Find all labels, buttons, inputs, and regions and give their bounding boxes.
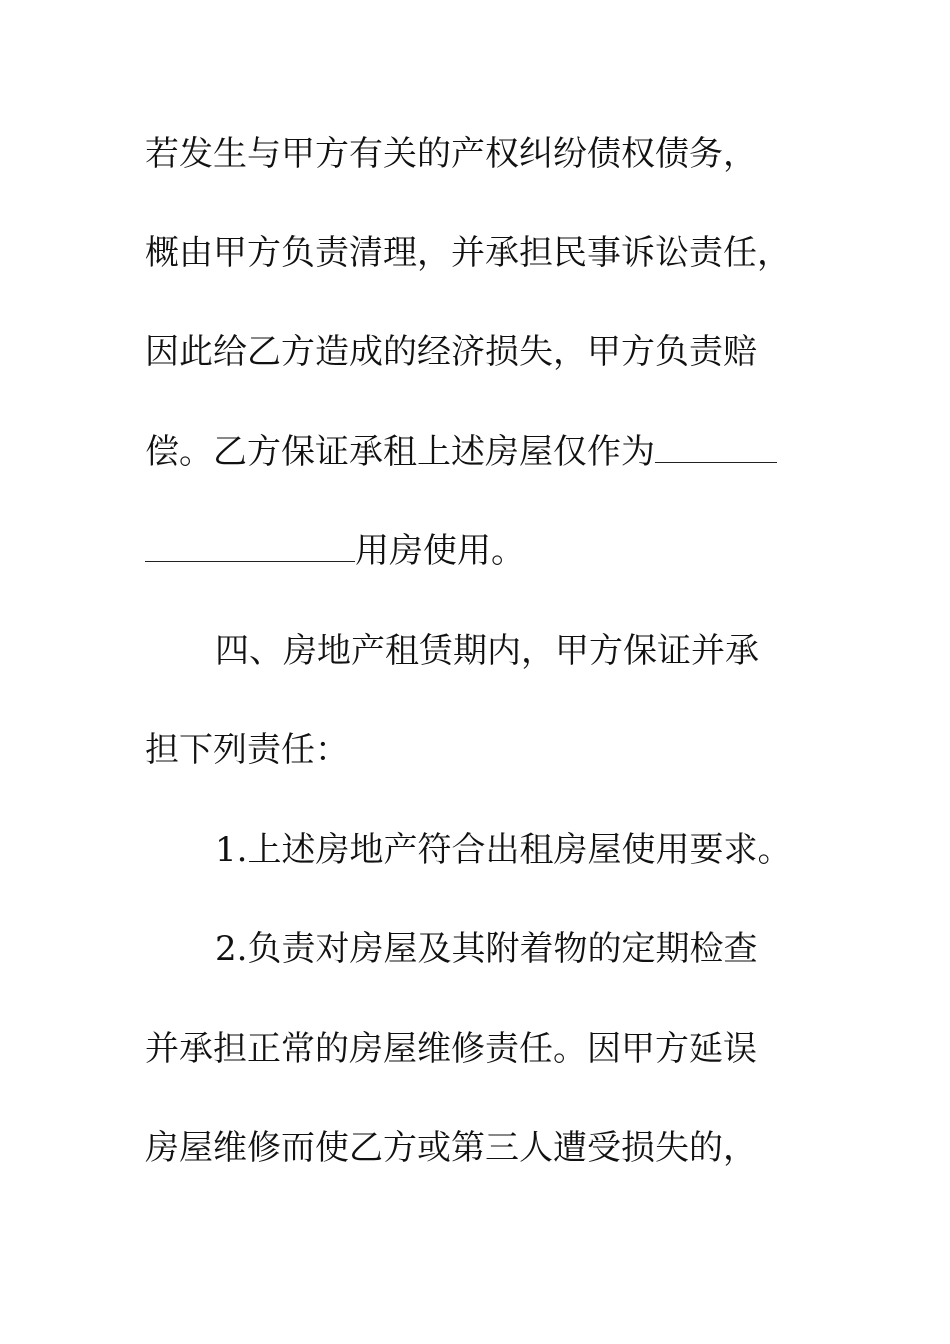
text-line-7: 担下列责任： bbox=[145, 730, 349, 770]
text-line-2: 概由甲方负责清理，并承担民事诉讼责任， bbox=[145, 233, 791, 273]
text-line-6: 四、房地产租赁期内，甲方保证并承 bbox=[215, 631, 759, 671]
text-line-5-content: 用房使用。 bbox=[355, 531, 525, 571]
text-line-5 bbox=[145, 531, 525, 571]
text-line-9: 2.负责对房屋及其附着物的定期检查 bbox=[215, 929, 758, 969]
text-line-3: 因此给乙方造成的经济损失，甲方负责赔 bbox=[145, 332, 757, 372]
blank-underline-1 bbox=[655, 432, 777, 463]
text-line-11: 房屋维修而使乙方或第三人遭受损失的， bbox=[145, 1128, 757, 1168]
text-line-8: 1.上述房地产符合出租房屋使用要求。 bbox=[215, 830, 792, 870]
text-line-4-content: 偿。乙方保证承租上述房屋仅作为 bbox=[145, 432, 655, 472]
text-line-10: 并承担正常的房屋维修责任。因甲方延误 bbox=[145, 1029, 757, 1069]
text-line-4 bbox=[145, 432, 777, 472]
text-line-1: 若发生与甲方有关的产权纠纷债权债务， bbox=[145, 134, 757, 174]
blank-underline-2 bbox=[145, 531, 355, 562]
